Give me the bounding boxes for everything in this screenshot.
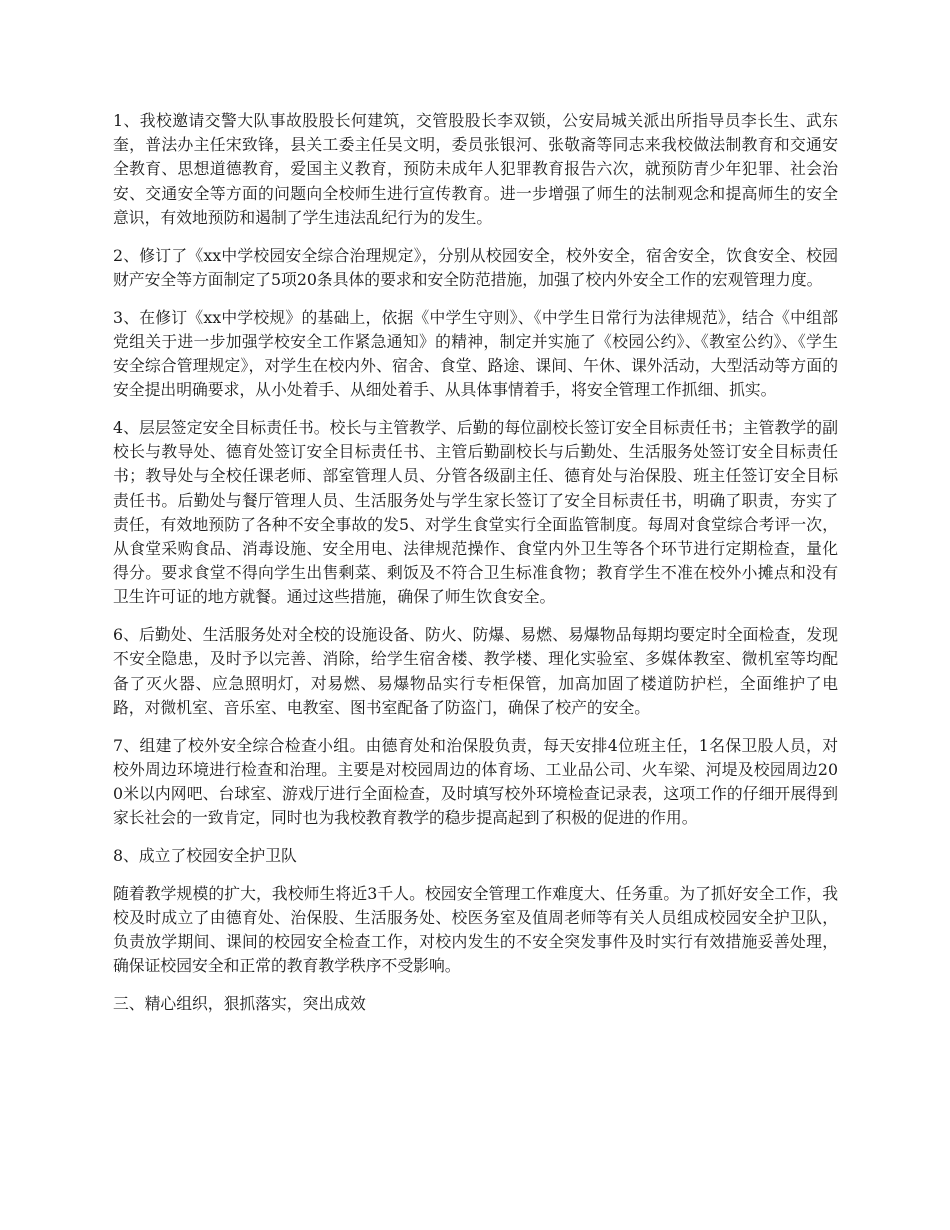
paragraph-3: 3、在修订《xx中学校规》的基础上，依据《中学生守则》、《中学生日常行为法律规范》，结合《中组部党组关于进一步加强学校安全工作紧急通知》的精神，制定并实施了《校园公约》、《教室公约》、《学生安全综合管理规定》，对学生在校内外、宿舍、食堂、路途、课间、午休、课外活动，大型活动等方面的安全提出明确要求，从小处着手、从细处着手、从具体事情着手，将安全管理工作抓细、抓实。 bbox=[113, 307, 838, 400]
paragraph-4: 4、层层签定安全目标责任书。校长与主管教学、后勤的每位副校长签订安全目标责任书；主管教学的副校长与教导处、德育处签订安全目标责任书、主管后勤副校长与后勤处、生活服务处签订安全目标责任书；教导处与全校任课老师、部室管理人员、分管各级副主任、德育处与治保股、班主任签订安全目标责任书。后勤处与餐厅管理人员、生活服务处与学生家长签订了安全目标责任书，明确了职责，夯实了责任，有效地预防了各种不安全事故的发5、对学生食堂实行全面监管制度。每周对食堂综合考评一次，从食堂采购食品、消毒设施、安全用电、法律规范操作、食堂内外卫生等各个环节进行定期检查，量化得分。要求食堂不得向学生出售剩菜、剩饭及不符合卫生标准食物；教育学生不准在校外小摊点和没有卫生许可证的地方就餐。通过这些措施，确保了师生饮食安全。 bbox=[113, 418, 838, 607]
paragraph-7: 7、组建了校外安全综合检查小组。由德育处和治保股负责，每天安排4位班主任，1名保卫股人员，对校外周边环境进行检查和治理。主要是对校园周边的体育场、工业品公司、火车梁、河堤及校园周边200米以内网吧、台球室、游戏厅进行全面检查，及时填写校外环境检查记录表，这项工作的仔细开展得到家长社会的一致肯定，同时也为我校教育教学的稳步提高起到了积极的促进的作用。 bbox=[113, 735, 838, 828]
paragraph-2: 2、修订了《xx中学校园安全综合治理规定》，分别从校园安全，校外安全，宿舍安全，饮食安全、校园财产安全等方面制定了5项20条具体的要求和安全防范措施，加强了校内外安全工作的宏观管理力度。 bbox=[113, 245, 838, 289]
section-heading-3: 三、精心组织，狠抓落实，突出成效 bbox=[113, 994, 366, 1014]
paragraph-8-body: 随着教学规模的扩大，我校师生将近3千人。校园安全管理工作难度大、任务重。为了抓好安全工作，我校及时成立了由德育处、治保股、生活服务处、校医务室及值周老师等有关人员组成校园安全护卫队，负责放学期间、课间的校园安全检查工作，对校内发生的不安全突发事件及时实行有效措施妥善处理，确保证校园安全和正常的教育教学秩序不受影响。 bbox=[113, 883, 838, 976]
document-body bbox=[113, 109, 838, 1030]
paragraph-6: 6、后勤处、生活服务处对全校的设施设备、防火、防爆、易燃、易爆物品每期均要定时全面检查，发现不安全隐患，及时予以完善、消除，给学生宿舍楼、教学楼、理化实验室、多媒体教室、微机室等均配备了灭火器、应急照明灯，对易燃、易爆物品实行专柜保管，加高加固了楼道防护栏，全面维护了电路，对微机室、音乐室、电教室、图书室配备了防盗门，确保了校产的安全。 bbox=[113, 625, 838, 717]
paragraph-1: 1、我校邀请交警大队事故股股长何建筑，交管股股长李双锁，公安局城关派出所指导员李长生、武东奎，普法办主任宋致锋，县关工委主任吴文明，委员张银河、张敬斋等同志来我校做法制教育和交通安全教育、思想道德教育，爱国主义教育，预防未成年人犯罪教育报告六次，就预防青少年犯罪、社会治安、交通安全等方面的问题向全校师生进行宣传教育。进一步增强了师生的法制观念和提高师生的安全意识，有效地预防和遏制了学生违法乱纪行为的发生。 bbox=[113, 111, 838, 227]
paragraph-8-heading: 8、成立了校园安全护卫队 bbox=[113, 846, 297, 866]
